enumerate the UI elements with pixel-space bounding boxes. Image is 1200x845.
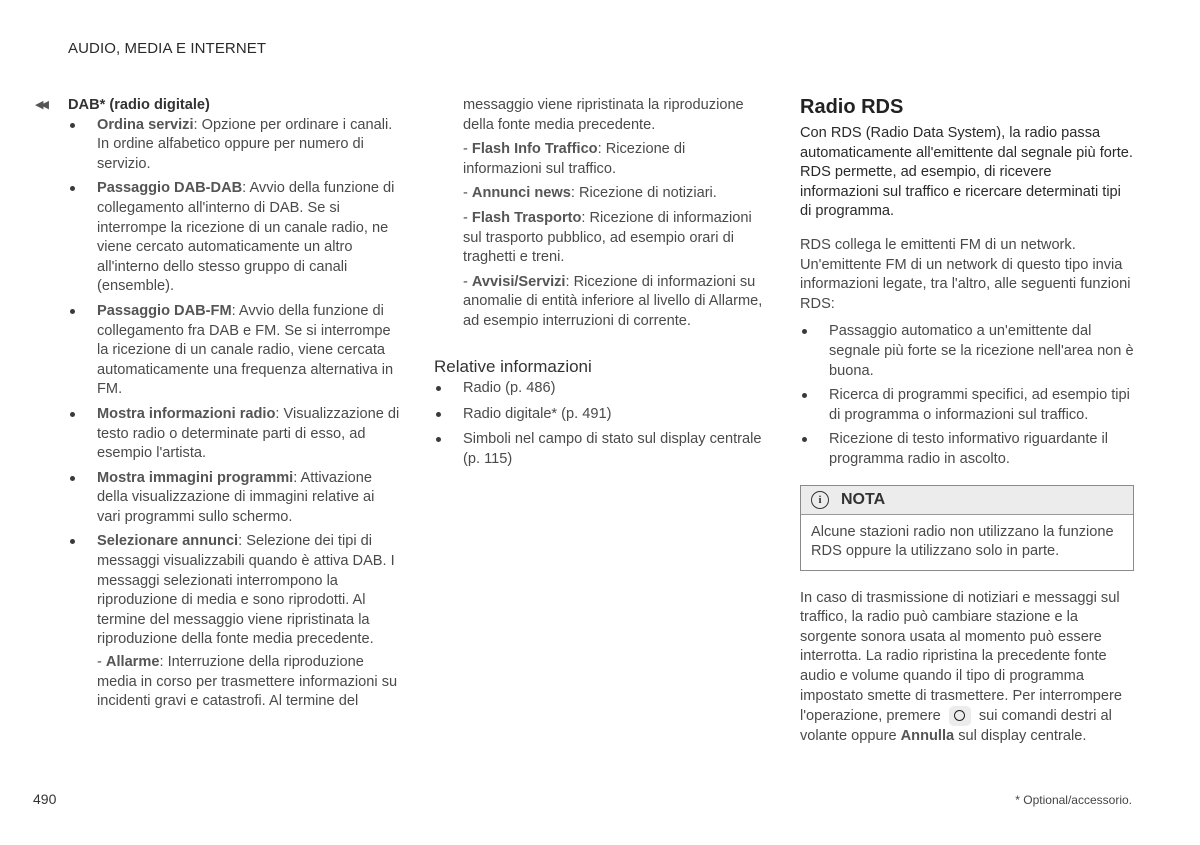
option-text: : Avvio della funzione di collegamento all'interno di DAB. Se si interrompe la ricezione di un canale radio, ne viene cercato automaticamente un altro all'interno dello stesso gruppo di canali (ensemble). [97, 180, 395, 295]
continuation-text: messaggio viene ripristinata la riproduzione della fonte media precedente. [463, 97, 744, 133]
dash: - [463, 185, 472, 202]
previous-page-icon[interactable]: ◀◀ [35, 99, 46, 111]
option-text: : Ricezione di informazioni sul traffico. [463, 141, 686, 177]
column-left [35, 96, 400, 717]
option-text: : Ricezione di notiziari. [570, 185, 717, 202]
related-links-list [434, 379, 766, 469]
sub-option [463, 209, 766, 268]
list-item [68, 469, 400, 528]
option-term: Mostra immagini programmi [97, 469, 294, 486]
list-item [68, 116, 400, 175]
option-text: : Ricezione di informazioni sul trasporto pubblico, ad esempio orari di traghetti e treni. [463, 209, 752, 266]
related-link[interactable]: Radio (p. 486) [434, 379, 766, 399]
list-item: Ricerca di programmi specifici, ad esempio tipi di programma o informazioni sul traffico. [800, 386, 1134, 425]
option-text: : Selezione dei tipi di messaggi visualizzabili quando è attiva DAB. I messaggi selezionati interrompono la riproduzione di media e sono riprodotti. Al termine del messaggio viene ripristinata la riproduzione della fonte media precedente. [97, 533, 395, 648]
note-header [801, 486, 1133, 515]
related-link[interactable]: Radio digitale* (p. 491) [434, 405, 766, 425]
page-number: 490 [33, 791, 57, 807]
column-middle [434, 96, 766, 476]
option-term: Mostra informazioni radio [97, 405, 276, 422]
column-right [800, 96, 1134, 751]
option-term: Selezionare annunci [97, 533, 239, 550]
dash: - [463, 141, 472, 158]
paragraph-text: In caso di trasmissione di notiziari e messaggi sul traffico, la radio può cambiare stazione e la sorgente sonora usata al momento può essere interrotta. La radio ripristina la precedente fonte audio e volume quando il tipo di programma impostato smette di trasmettere. Per interrompere l'operazione, premere [800, 589, 1122, 725]
section-heading-dab: DAB* (radio digitale) [68, 97, 210, 113]
related-info-heading: Relative informazioni [434, 356, 592, 376]
option-term: Flash Trasporto [471, 209, 582, 226]
rds-functions-list [800, 322, 1134, 469]
list-item [68, 405, 400, 464]
list-item [68, 532, 400, 650]
dash: - [463, 273, 472, 290]
dash: - [97, 654, 106, 671]
note-title: NOTA [841, 490, 886, 508]
sub-option-allarme [97, 653, 400, 712]
paragraph-text: sul display centrale. [958, 727, 1087, 744]
list-item: Passaggio automatico a un'emittente dal segnale più forte se la ricezione nell'area non è buona. [800, 322, 1134, 381]
footnote: * Optional/accessorio. [1015, 793, 1132, 807]
option-text: : Visualizzazione di testo radio o determinate parti di esso, ad esempio l'artista. [97, 405, 400, 462]
option-text: : Interruzione della riproduzione media in corso per trasmettere informazioni su incidenti gravi e catastrofi. Al termine del [97, 654, 398, 710]
option-text: : Ricezione di informazioni su anomalie di entità inferiore al livello di Allarme, ad esempio interruzioni di corrente. [463, 273, 763, 329]
body-paragraph [800, 589, 1134, 747]
list-item: Ricezione di testo informativo riguardante il programma radio in ascolto. [800, 430, 1134, 469]
option-term: Ordina servizi [97, 116, 194, 133]
option-term: Annunci news [471, 185, 571, 202]
sub-option [463, 184, 766, 204]
option-text: : Avvio della funzione di collegamento fra DAB e FM. Se si interrompe la ricezione di un canale radio, viene cercata automaticamente una frequenza alternativa in FM. [97, 302, 394, 398]
related-link[interactable]: Simboli nel campo di stato sul display centrale (p. 115) [434, 430, 766, 469]
option-term: Allarme [105, 654, 160, 671]
option-term: Passaggio DAB-DAB [97, 180, 243, 197]
dab-options-list [68, 116, 400, 650]
option-term: Avvisi/Servizi [471, 273, 566, 290]
note-body: Alcune stazioni radio non utilizzano la funzione RDS oppure la utilizzano solo in parte. [811, 523, 1114, 560]
option-term: Flash Info Traffico [471, 141, 598, 158]
sub-option [463, 273, 766, 332]
list-item [68, 302, 400, 400]
option-text: : Opzione per ordinare i canali. In ordine alfabetico oppure per numero di servizio. [97, 116, 393, 172]
cancel-term: Annulla [900, 727, 955, 744]
list-item [68, 179, 400, 297]
chapter-header: AUDIO, MEDIA E INTERNET [68, 40, 267, 57]
intro-paragraph: Con RDS (Radio Data System), la radio passa automaticamente all'emittente dal segnale più forte. RDS permette, ad esempio, di ricevere informazioni sul traffico e ricercare determinati tipi di programma. [800, 125, 1133, 220]
sub-option [463, 140, 766, 179]
body-paragraph: RDS collega le emittenti FM di un network. Un'emittente FM di un network di questo tipo invia informazioni legate, tra l'altro, alle seguenti funzioni RDS: [800, 236, 1131, 312]
paragraph-text: sui comandi destri al volante oppure [800, 708, 1112, 744]
option-text: : Attivazione della visualizzazione di immagini relative ai vari programmi sullo schermo. [97, 469, 375, 525]
option-term: Passaggio DAB-FM [97, 302, 232, 319]
section-title-rds: Radio RDS [800, 96, 904, 118]
steering-wheel-button-icon [949, 706, 971, 726]
note-box [800, 485, 1134, 571]
dash: - [463, 209, 472, 226]
info-icon: i [811, 491, 829, 509]
